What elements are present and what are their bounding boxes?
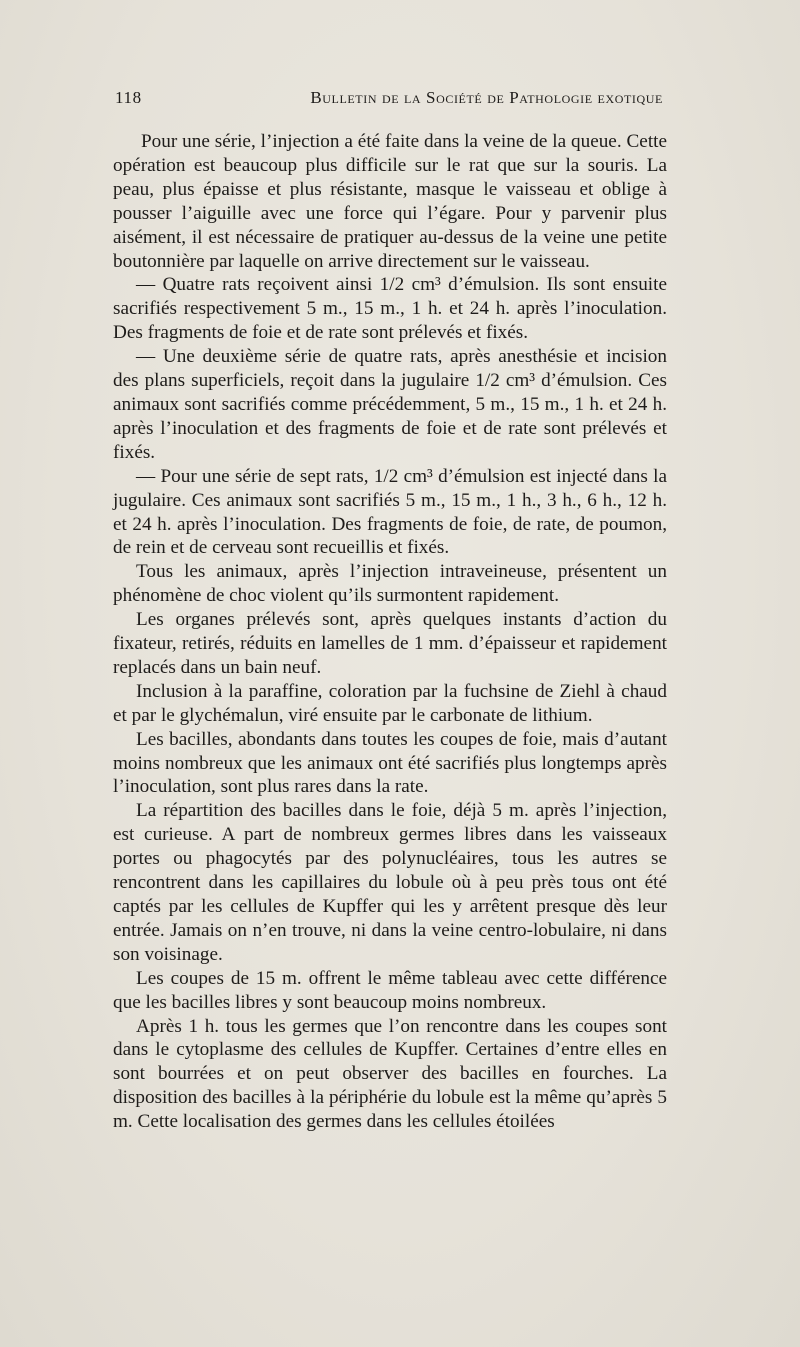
page-number: 118 — [115, 88, 142, 107]
paragraph: — Quatre rats reçoivent ainsi 1/2 cm³ d’émulsion. Ils sont ensuite sacrifiés respectivement 5 m., 15 m., 1 h. et 24 h. après l’inoculation. Des fragments de foie et de rate sont prélevés et fixés. — [113, 274, 667, 344]
paragraph: Les bacilles, abondants dans toutes les coupes de foie, mais d’autant moins nombreux que les animaux ont été sacrifiés plus longtemps après l’inoculation, sont plus rares dans la rate. — [113, 728, 667, 798]
body-text — [113, 130, 667, 1134]
paragraph: Les coupes de 15 m. offrent le même tableau avec cette différence que les bacilles libres y sont beaucoup moins nombreux. — [113, 967, 667, 1013]
paragraph: Après 1 h. tous les germes que l’on rencontre dans les coupes sont dans le cytoplasme des cellules de Kupffer. Certaines d’entre elles en sont bourrées et on peut observer des bacilles en fourches. La disposition des bacilles à la périphérie du lobule est la même qu’après 5 m. Cette localisation des germes dans les cellules étoilées — [113, 1015, 667, 1133]
running-head: Bulletin de la Société de Pathologie exotique — [310, 88, 663, 107]
page-header — [115, 88, 663, 114]
paragraph: La répartition des bacilles dans le foie, déjà 5 m. après l’injection, est curieuse. A part de nombreux germes libres dans les vaisseaux portes ou phagocytés par des polynucléaires, tous les autres se rencontrent dans les capillaires du lobule où à peu près tous ont été captés par les cellules de Kupffer qui les y arrêtent presque dès leur entrée. Jamais on n’en trouve, ni dans la veine centro-lobulaire, ni dans son voisinage. — [113, 800, 667, 965]
paragraph: — Une deuxième série de quatre rats, après anesthésie et incision des plans superficiels, reçoit dans la jugulaire 1/2 cm³ d’émulsion. Ces animaux sont sacrifiés comme précédemment, 5 m., 15 m., 1 h. et 24 h. après l’inoculation et des fragments de foie et de rate sont prélevés et fixés. — [113, 346, 667, 463]
paragraph: Tous les animaux, après l’injection intraveineuse, présentent un phénomène de choc violent qu’ils surmontent rapidement. — [113, 561, 667, 607]
paragraph: Inclusion à la paraffine, coloration par la fuchsine de Ziehl à chaud et par le glychémalun, viré ensuite par le carbonate de lithium. — [113, 680, 667, 726]
paragraph: Pour une série, l’injection a été faite dans la veine de la queue. Cette opération est beaucoup plus difficile sur le rat que sur la souris. La peau, plus épaisse et plus résistante, masque le vaisseau et oblige à pousser l’aiguille avec une force qui l’égare. Pour y parvenir plus aisément, il est nécessaire de pratiquer au-dessus de la veine une petite boutonnière par laquelle on arrive directement sur le vaisseau. — [113, 131, 667, 272]
paragraph: — Pour une série de sept rats, 1/2 cm³ d’émulsion est injecté dans la jugulaire. Ces animaux sont sacrifiés 5 m., 15 m., 1 h., 3 h., 6 h., 12 h. et 24 h. après l’inoculation. Des fragments de foie, de rate, de poumon, de rein et de cerveau sont recueillis et fixés. — [113, 465, 667, 559]
paragraph: Les organes prélevés sont, après quelques instants d’action du fixateur, retirés, réduits en lamelles de 1 mm. d’épaisseur et rapidement replacés dans un bain neuf. — [113, 609, 667, 678]
